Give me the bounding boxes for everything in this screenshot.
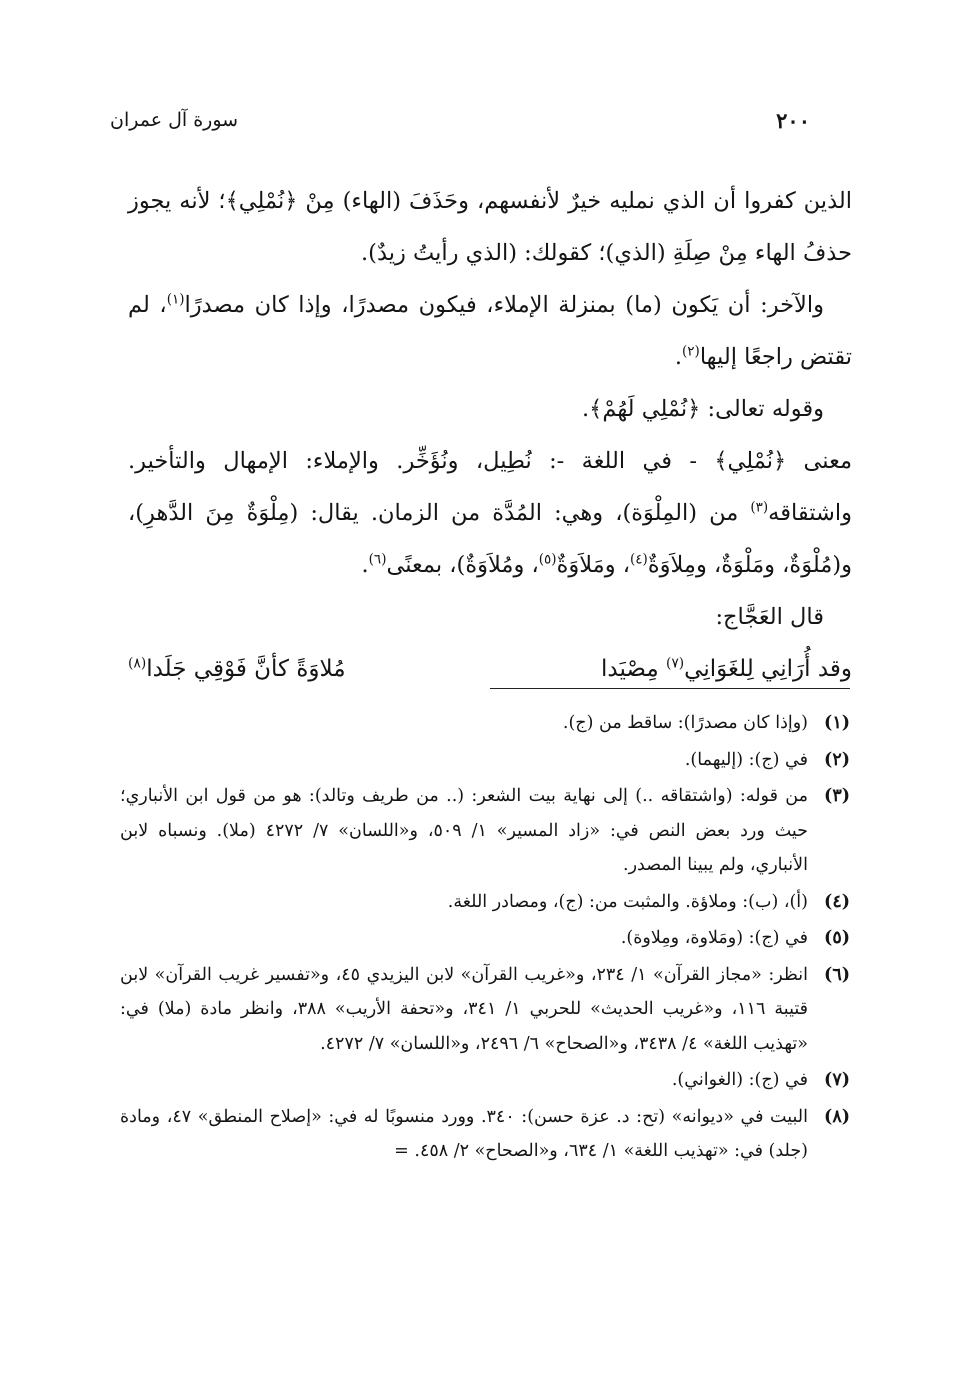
page-number: ٢٠٠ xyxy=(776,107,810,133)
paragraph-3: وقوله تعالى: ﴿نُمْلِي لَهُمْ﴾. xyxy=(582,396,824,422)
footnote-separator xyxy=(490,688,850,689)
footnote-item xyxy=(120,921,850,956)
footnote-text: البيت في «ديوانه» (تح: د. عزة حسن): ٣٤٠. وورد منسوبًا له في: «إصلاح المنطق» ٤٧، ومادة (جلد) في: «تهذيب اللغة» ١/ ٦٣٤، و«الصحاح» ٢/ ٤٥٨. = xyxy=(120,1106,808,1161)
footnotes xyxy=(120,706,850,1171)
footnote-number: (٥) xyxy=(824,928,850,948)
footnote-item xyxy=(120,1100,850,1169)
footnote-text: في (ج): (إليهما). xyxy=(684,749,808,770)
footnote-ref-1[interactable]: (١) xyxy=(166,291,185,308)
footnote-number: (٣) xyxy=(824,786,850,806)
footnote-text: من قوله: (واشتقاقه ..) إلى نهاية بيت الشعر: (.. من طريف وتالد): هو من قول ابن الأنباري؛ حيث ورد بعض النص في: «زاد المسير» ١/ ٥٠٩، و«اللسان» ٧/ ٤٢٧٢ (ملا). ونسباه لابن الأنباري، ولم يبينا المصدر. xyxy=(120,786,808,875)
footnote-number: (٧) xyxy=(824,1070,850,1090)
paragraph-4: معنى ﴿نُمْلِي﴾ - في اللغة -: نُطِيل، ونُؤَخِّر. والإملاء: الإمهال والتأخير. واشتقاقه$^{(٣)}$ من (المِلْوَة)، وهي: المُدَّة من الزمان. يقال: (مِلْوَةٌ مِنَ الدَّهرِ)، و(مُلْوَةٌ، ومَلْوَةٌ، ومِلاَوَةٌ$^{(٤)}$، ومَلاَوَةٌ$^{(٥)}$، ومُلاَوَةٌ)، بمعنًى$^{(٦)}$. xyxy=(128,448,852,578)
footnote-item xyxy=(120,779,850,883)
footnote-item xyxy=(120,958,850,1062)
verse-first-hemistich: وقد أُرَانِي لِلغَوَانِي$^{(٧)}$ مِصْيَدا xyxy=(600,655,852,682)
footnote-text: (وإذا كان مصدرًا): ساقط من (ج). xyxy=(562,713,808,733)
verse-second-hemistich: مُلاوَةً كأنَّ فَوْقِي جَلَدا$^{(٨)}$ xyxy=(128,655,346,682)
page-header xyxy=(110,100,810,140)
footnote-item xyxy=(120,885,850,920)
running-title: سورة آل عمران xyxy=(110,109,239,131)
main-text xyxy=(128,175,852,695)
footnote-number: (٨) xyxy=(824,1106,850,1127)
paragraph-2: والآخر: أن يَكون (ما) بمنزلة الإملاء، فيكون مصدرًا، وإذا كان مصدرًا$^{(١)}$، لم تقتض راجعًا إليها$^{(٢)}$. xyxy=(128,291,852,370)
footnote-text: انظر: «مجاز القرآن» ١/ ٢٣٤، و«غريب القرآن» لابن اليزيدي ٤٥، و«تفسير غريب القرآن» لابن قتيبة ١١٦، و«غريب الحديث» للحربي ١/ ٣٤١، و«تحفة الأريب» ٣٨٨، وانظر مادة (ملا) في: «تهذيب اللغة» ٤/ ٣٤٣٨، و«الصحاح» ٦/ ٢٤٩٦، و«اللسان» ٧/ ٤٢٧٢. xyxy=(120,964,808,1054)
footnote-ref-6[interactable]: (٦) xyxy=(368,551,387,568)
footnote-ref-5[interactable]: (٥) xyxy=(538,551,557,568)
footnote-ref-2[interactable]: (٢) xyxy=(682,343,700,360)
footnote-text: (أ)، (ب): وملاؤة. والمثبت من: (ج)، ومصادر اللغة. xyxy=(447,891,808,912)
footnote-ref-7[interactable]: (٧) xyxy=(665,655,685,672)
footnote-item xyxy=(120,743,850,778)
footnote-text: في (ج): (الغواني). xyxy=(671,1070,808,1090)
footnote-ref-4[interactable]: (٤) xyxy=(630,551,648,568)
paragraph-5: قال العَجَّاج: xyxy=(715,604,824,630)
paragraph-1: الذين كفروا أن الذي نمليه خيرٌ لأنفسهم، وحَذَفَ (الهاء) مِنْ ﴿نُمْلِي﴾؛ لأنه يجوز حذفُ الهاء مِنْ صِلَةِ (الذي)؛ كقولك: (الذي رأيتُ زيدٌ). xyxy=(128,188,852,266)
footnote-text: في (ج): (ومَلاوة، ومِلاوة). xyxy=(620,928,808,948)
footnote-ref-8[interactable]: (٨) xyxy=(128,655,147,672)
footnote-number: (٦) xyxy=(824,964,850,985)
footnote-number: (٤) xyxy=(824,891,850,912)
footnote-item xyxy=(120,706,850,741)
footnote-ref-3[interactable]: (٣) xyxy=(750,499,769,516)
footnote-item xyxy=(120,1063,850,1098)
footnote-number: (١) xyxy=(824,713,850,733)
quran-quote: ﴿نُمْلِي لَهُمْ﴾ xyxy=(589,396,701,422)
footnote-number: (٢) xyxy=(824,749,850,770)
